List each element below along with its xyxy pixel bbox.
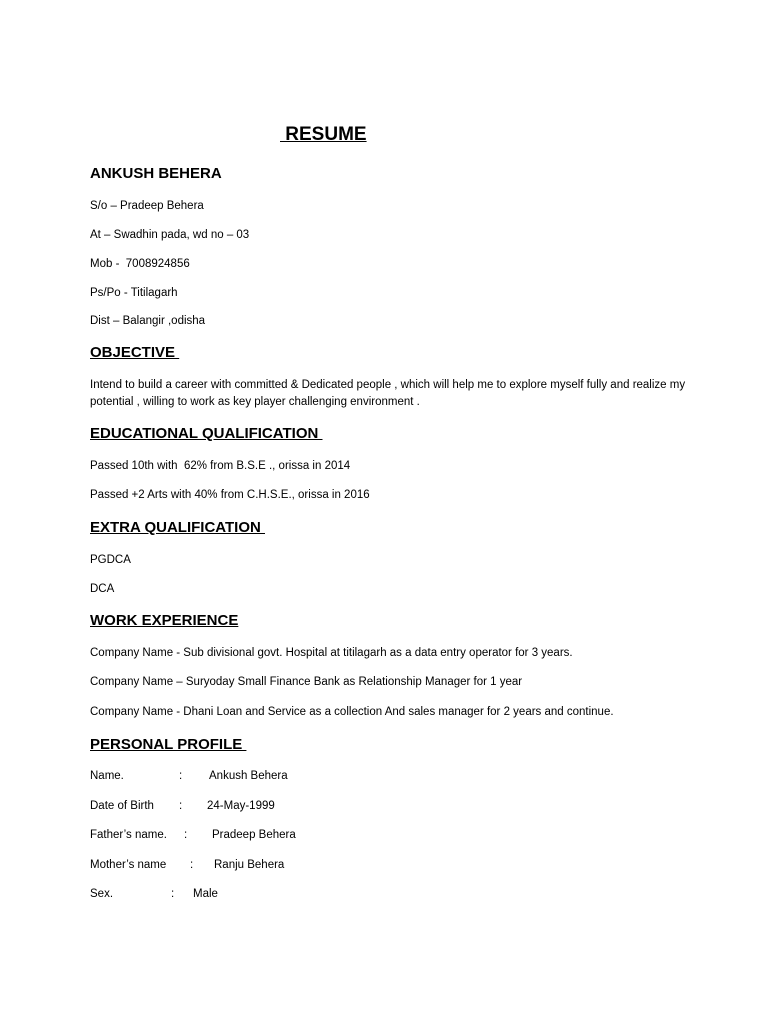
contact-mobile: Mob - 7008924856 [90, 258, 190, 270]
extra-qualification-item: DCA [90, 583, 115, 595]
profile-separator: : [184, 829, 188, 841]
contact-district: Dist – Balangir ,odisha [90, 315, 206, 327]
profile-label: Name. [90, 770, 124, 782]
profile-value: Ankush Behera [209, 770, 288, 782]
extra-qualification-heading: EXTRA QUALIFICATION [90, 519, 265, 536]
profile-row-name [90, 768, 490, 784]
profile-separator: : [179, 770, 183, 782]
extra-qualification-item: PGDCA [90, 554, 131, 566]
work-item: Company Name - Sub divisional govt. Hospital at titilagarh as a data entry operator for 3 years. [90, 647, 573, 659]
profile-row-mother [90, 857, 490, 873]
personal-profile-heading: PERSONAL PROFILE [90, 736, 247, 753]
profile-separator: : [171, 888, 175, 900]
profile-value: Ranju Behera [214, 859, 285, 871]
profile-label: Father’s name. [90, 829, 167, 841]
profile-value: Pradeep Behera [212, 829, 296, 841]
work-experience-heading: WORK EXPERIENCE [90, 612, 239, 629]
profile-separator: : [190, 859, 194, 871]
contact-father: S/o – Pradeep Behera [90, 200, 204, 212]
education-heading: EDUCATIONAL QUALIFICATION [90, 425, 323, 442]
profile-label: Mother’s name [90, 859, 167, 871]
work-item: Company Name - Dhani Loan and Service as a collection And sales manager for 2 years and continue. [90, 706, 614, 718]
profile-separator: : [179, 800, 183, 812]
profile-row-sex [90, 886, 490, 902]
education-item-12th: Passed +2 Arts with 40% from C.H.S.E., orissa in 2016 [90, 489, 370, 501]
contact-ps-po: Ps/Po - Titilagarh [90, 287, 178, 299]
contact-address: At – Swadhin pada, wd no – 03 [90, 229, 250, 241]
profile-label: Sex. [90, 888, 114, 900]
profile-value: Male [193, 888, 218, 900]
objective-heading: OBJECTIVE [90, 344, 180, 361]
applicant-name: ANKUSH BEHERA [90, 165, 222, 182]
profile-row-father [90, 827, 490, 843]
objective-text: Intend to build a career with committed & Dedicated people , which will help me to explore myself fully and realize my potential , willing to work as key player challenging environment . [90, 379, 686, 408]
profile-row-dob [90, 798, 490, 814]
work-item: Company Name – Suryoday Small Finance Bank as Relationship Manager for 1 year [90, 676, 523, 688]
profile-label: Date of Birth [90, 800, 154, 812]
document-title: RESUME [280, 124, 367, 145]
education-item-10th: Passed 10th with 62% from B.S.E ., orissa in 2014 [90, 460, 351, 472]
profile-value: 24-May-1999 [207, 800, 275, 812]
